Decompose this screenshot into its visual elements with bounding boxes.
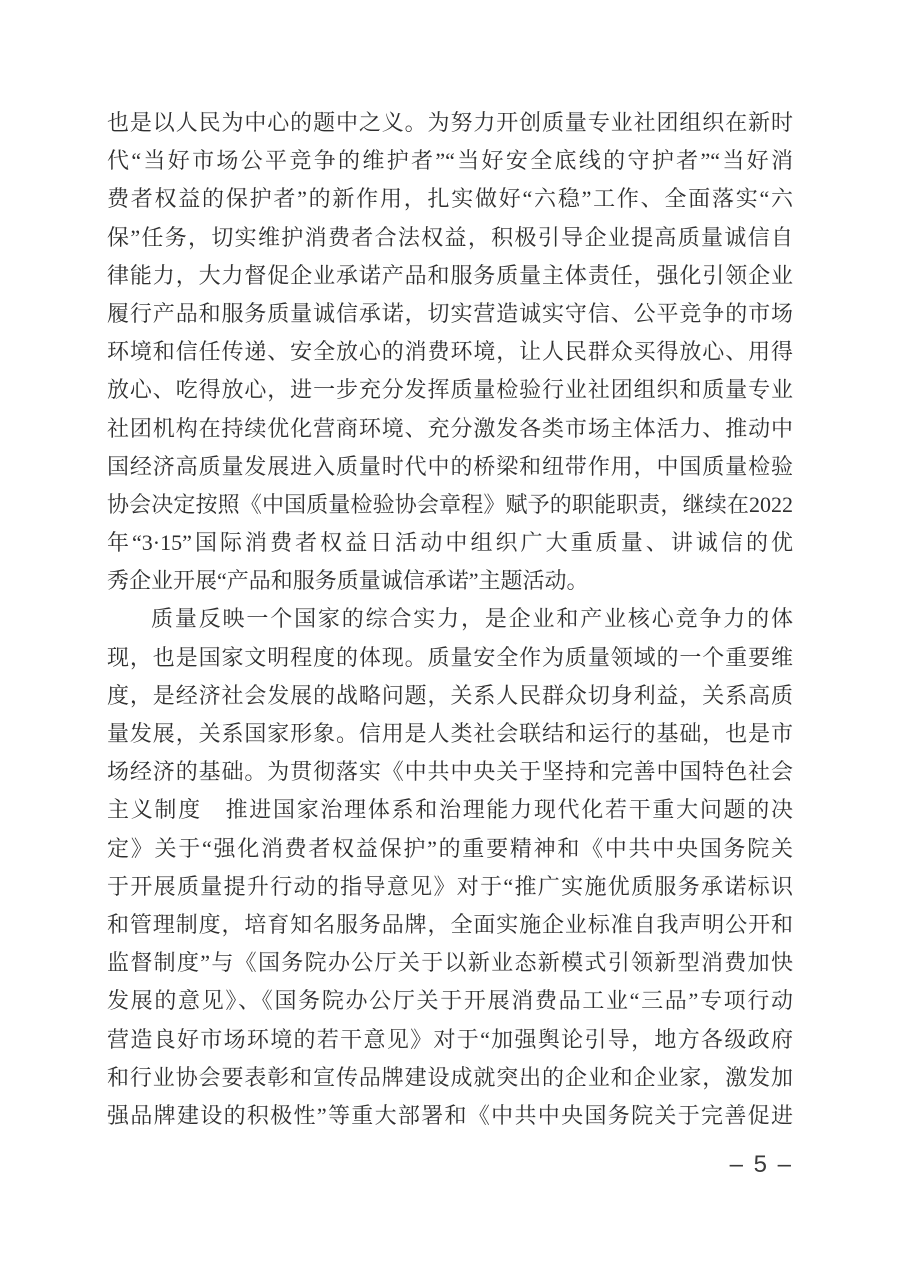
text-line-paragraph-start: 质量反映一个国家的综合实力，是企业和产业核心竞争力的体 xyxy=(151,606,793,632)
page-number: – 5 – xyxy=(729,1151,793,1178)
text-line: 场经济的基础。为贯彻落实《中共中央关于坚持和完善中国特色社会 xyxy=(107,759,793,785)
text-line: 现，也是国家文明程度的体现。质量安全作为质量领域的一个重要维 xyxy=(107,644,793,670)
text-line: 代“当好市场公平竞争的维护者”“当好安全底线的守护者”“当好消 xyxy=(107,148,793,174)
text-line: 主义制度 推进国家治理体系和治理能力现代化若干重大问题的决 xyxy=(107,797,793,823)
text-line: 年“3·15”国际消费者权益日活动中组织广大重质量、讲诚信的优 xyxy=(107,530,793,556)
text-line: 于开展质量提升行动的指导意见》对于“推广实施优质服务承诺标识 xyxy=(107,873,793,899)
text-line: 和行业协会要表彰和宣传品牌建设成就突出的企业和企业家，激发加 xyxy=(107,1064,793,1090)
text-line: 定》关于“强化消费者权益保护”的重要精神和《中共中央国务院关 xyxy=(107,835,793,861)
text-line: 履行产品和服务质量诚信承诺，切实营造诚实守信、公平竞争的市场 xyxy=(107,300,793,326)
text-line: 和管理制度，培育知名服务品牌，全面实施企业标准自我声明公开和 xyxy=(107,911,793,937)
text-line: 发展的意见》、《国务院办公厅关于开展消费品工业“三品”专项行动 xyxy=(107,988,793,1014)
text-line: 也是以人民为中心的题中之义。为努力开创质量专业社团组织在新时 xyxy=(107,110,793,135)
text-line: 保”任务，切实维护消费者合法权益，积极引导企业提高质量诚信自 xyxy=(107,224,793,250)
text-line: 费者权益的保护者”的新作用，扎实做好“六稳”工作、全面落实“六 xyxy=(107,186,793,212)
text-line: 国经济高质量发展进入质量时代中的桥梁和纽带作用，中国质量检验 xyxy=(107,453,793,479)
text-line: 环境和信任传递、安全放心的消费环境，让人民群众买得放心、用得 xyxy=(107,339,793,365)
text-line: 度，是经济社会发展的战略问题，关系人民群众切身利益，关系高质 xyxy=(107,682,793,708)
text-line: 协会决定按照《中国质量检验协会章程》赋予的职能职责，继续在2022 xyxy=(107,491,793,517)
text-line: 放心、吃得放心，进一步充分发挥质量检验行业社团组织和质量专业 xyxy=(107,377,793,403)
text-line: 监督制度”与《国务院办公厅关于以新业态新模式引领新型消费加快 xyxy=(107,950,793,976)
text-line: 秀企业开展“产品和服务质量诚信承诺”主题活动。 xyxy=(107,568,589,594)
body-text xyxy=(107,104,793,1135)
text-line: 律能力，大力督促企业承诺产品和服务质量主体责任，强化引领企业 xyxy=(107,262,793,288)
text-line: 营造良好市场环境的若干意见》对于“加强舆论引导，地方各级政府 xyxy=(107,1026,793,1052)
text-line: 强品牌建设的积极性”等重大部署和《中共中央国务院关于完善促进 xyxy=(107,1102,793,1128)
text-line: 量发展，关系国家形象。信用是人类社会联结和运行的基础，也是市 xyxy=(107,721,793,746)
text-line: 社团机构在持续优化营商环境、充分激发各类市场主体活力、推动中 xyxy=(107,415,793,441)
